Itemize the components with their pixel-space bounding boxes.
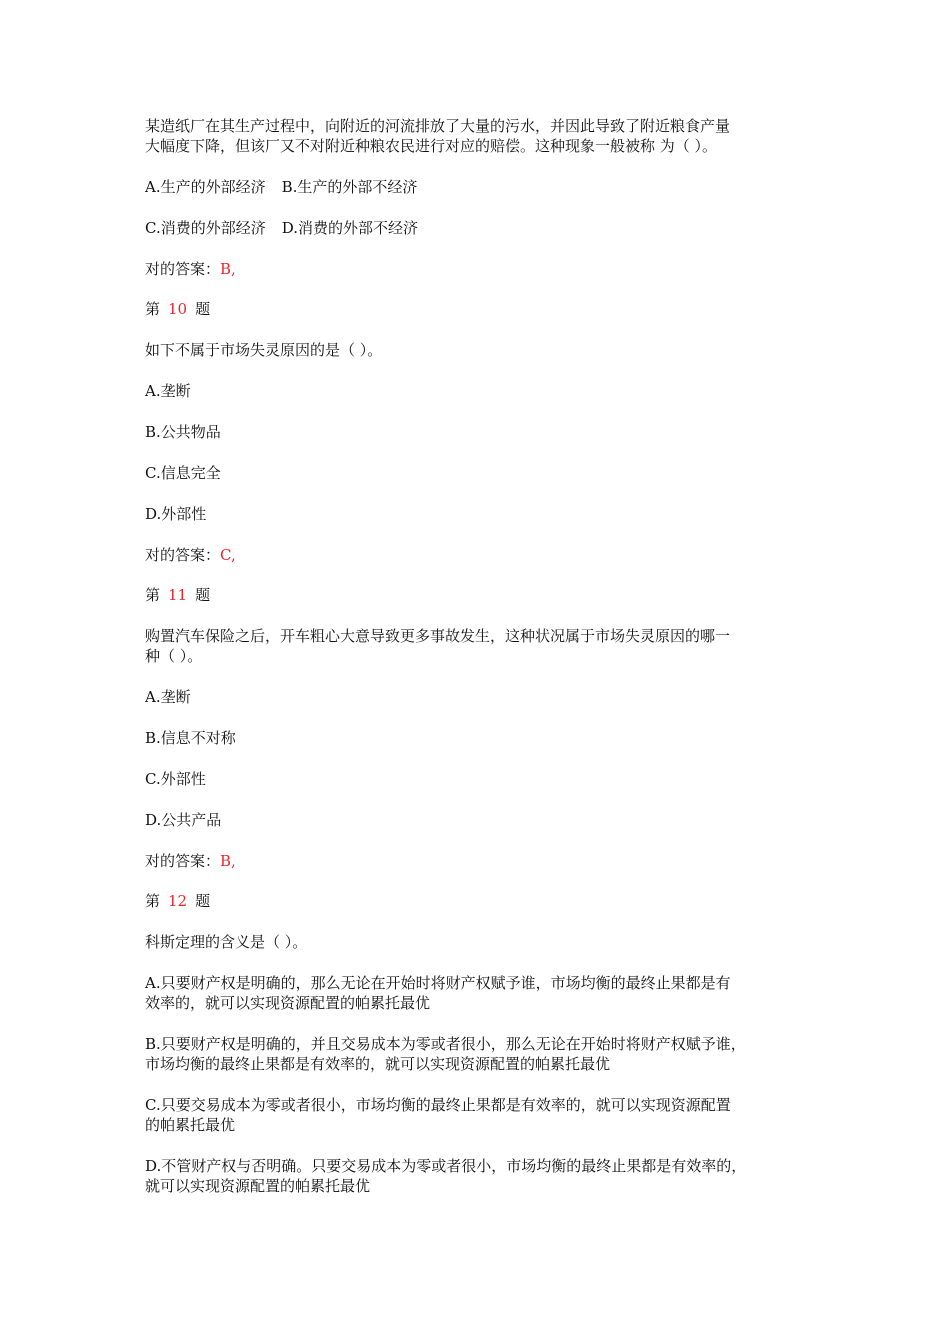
question-9-answer: [145, 259, 815, 279]
question-number: 10: [168, 300, 188, 318]
answer-value: C,: [220, 546, 236, 564]
question-10-option-c: C.信息完全: [145, 464, 221, 482]
question-number: 12: [168, 892, 188, 910]
question-9-option-d: D.消费的外部不经济: [281, 219, 418, 237]
question-11-heading: [145, 585, 815, 605]
question-9-stem-line2: 大幅度下降，但该厂又不对附近种粮农民进行对应的赔偿。这种现象一般被称 为（ ）。: [145, 137, 718, 155]
question-suffix: 题: [195, 892, 211, 910]
question-prefix: 第: [145, 892, 161, 910]
question-suffix: 题: [195, 300, 211, 318]
question-number: 11: [168, 586, 188, 604]
answer-label: 对的答案：: [145, 852, 221, 870]
question-suffix: 题: [195, 586, 211, 604]
question-12-option-a-line1: A.只要财产权是明确的，那么无论在开始时将财产权赋予谁，市场均衡的最终止果都是有: [145, 974, 731, 992]
question-12-stem: 科斯定理的含义是（ ）。: [145, 933, 308, 951]
question-12-heading: [145, 891, 815, 911]
question-12-option-c-line1: C.只要交易成本为零或者很小，市场均衡的最终止果都是有效率的，就可以实现资源配置: [145, 1096, 731, 1114]
question-9-stem-line1: 某造纸厂在其生产过程中，向附近的河流排放了大量的污水，并因此导致了附近粮食产量: [145, 117, 731, 135]
question-9-option-b: B.生产的外部不经济: [281, 178, 418, 196]
question-11-option-b: B.信息不对称: [145, 729, 236, 747]
question-9-options-row2: [145, 218, 815, 238]
question-11-stem-line2: 种（ ）。: [145, 647, 203, 665]
question-11-stem-line1: 购置汽车保险之后，开车粗心大意导致更多事故发生，这种状况属于市场失灵原因的哪一: [145, 627, 731, 645]
answer-label: 对的答案：: [145, 260, 221, 278]
question-10-option-d: D.外部性: [145, 505, 207, 523]
question-12-option-d-line2: 就可以实现资源配置的帕累托最优: [145, 1177, 371, 1195]
question-10-stem: 如下不属于市场失灵原因的是（ ）。: [145, 341, 383, 359]
question-prefix: 第: [145, 300, 161, 318]
question-11-option-d: D.公共产品: [145, 811, 222, 829]
question-12-option-b-line1: B.只要财产权是明确的，并且交易成本为零或者很小，那么无论在开始时将财产权赋予谁，: [145, 1035, 746, 1053]
question-10-option-a: A.垄断: [145, 382, 191, 400]
answer-value: B,: [220, 852, 236, 870]
question-12-option-d-line1: D.不管财产权与否明确。只要交易成本为零或者很小，市场均衡的最终止果都是有效率的，: [145, 1157, 747, 1175]
question-9-options-row1: [145, 177, 815, 197]
question-11-answer: [145, 851, 815, 871]
question-9-option-a: A.生产的外部经济: [145, 178, 266, 196]
question-prefix: 第: [145, 586, 161, 604]
question-12-option-c-line2: 的帕累托最优: [145, 1116, 236, 1134]
question-9-option-c: C.消费的外部经济: [145, 219, 266, 237]
question-10-answer: [145, 545, 815, 565]
question-10-option-b: B.公共物品: [145, 423, 221, 441]
question-10-heading: [145, 299, 815, 319]
question-12-option-b-line2: 市场均衡的最终止果都是有效率的，就可以实现资源配置的帕累托最优: [145, 1055, 611, 1073]
question-11-option-c: C.外部性: [145, 770, 206, 788]
answer-value: B,: [220, 260, 236, 278]
question-11-option-a: A.垄断: [145, 688, 191, 706]
answer-label: 对的答案：: [145, 546, 221, 564]
question-12-option-a-line2: 效率的，就可以实现资源配置的帕累托最优: [145, 994, 431, 1012]
